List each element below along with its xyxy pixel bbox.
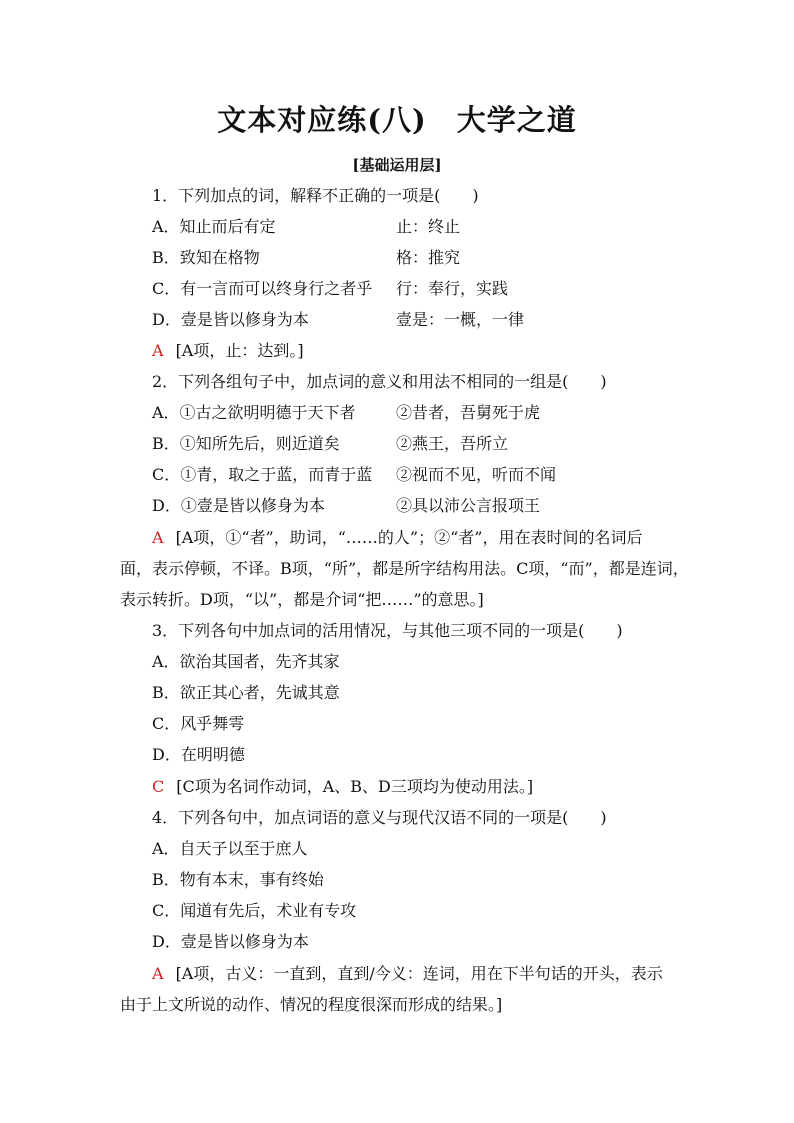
q1-answer-text: [A项，止：达到。] bbox=[175, 341, 304, 360]
q2-stem: 2．下列各组句子中，加点词的意义和用法不相同的一组是( ) bbox=[152, 372, 607, 391]
q1-gloss-c: 行：奉行，实践 bbox=[396, 279, 509, 298]
q2-pair-c: ②视而不见，听而不闻 bbox=[396, 465, 557, 484]
q3-option-b: B．欲正其心者，先诚其意 bbox=[152, 683, 340, 702]
q2-option-a: A．①古之欲明明德于天下者 bbox=[152, 403, 356, 422]
q1-stem: 1．下列加点的词，解释不正确的一项是( ) bbox=[152, 186, 479, 205]
q2-answer bbox=[152, 528, 642, 548]
q4-answer bbox=[152, 964, 663, 984]
q1-answer-letter: A bbox=[152, 341, 164, 360]
q2-option-d: D．①壹是皆以修身为本 bbox=[152, 496, 325, 515]
q3-answer-letter: C bbox=[152, 777, 165, 796]
q2-answer-line-1: [A项，①“者”，助词，“……的人”；②“者”，用在表时间的名词后 bbox=[175, 528, 643, 547]
page-title: 文本对应练(八) 大学之道 bbox=[217, 103, 577, 137]
q4-answer-line-2: 由于上文所说的动作、情况的程度很深而形成的结果。] bbox=[120, 995, 503, 1014]
q4-option-d: D．壹是皆以修身为本 bbox=[152, 932, 309, 951]
q2-pair-d: ②具以沛公言报项王 bbox=[396, 496, 541, 515]
q1-option-a: A．知止而后有定 bbox=[152, 217, 276, 236]
q4-answer-line-1: [A项，古义：一直到，直到/今义：连词，用在下半句话的开头，表示 bbox=[175, 964, 663, 983]
q1-option-d: D．壹是皆以修身为本 bbox=[152, 310, 309, 329]
q2-answer-letter: A bbox=[152, 528, 164, 547]
q3-answer bbox=[152, 777, 533, 797]
q2-answer-line-2: 面，表示停顿，不译。B项，“所”，都是所字结构用法。C项，“而”，都是连词， bbox=[120, 559, 689, 578]
q4-option-a: A．自天子以至于庶人 bbox=[152, 839, 308, 858]
q3-stem: 3．下列各句中加点词的活用情况，与其他三项不同的一项是( ) bbox=[152, 621, 623, 640]
q4-option-c: C．闻道有先后，术业有专攻 bbox=[152, 901, 357, 920]
section-label: [基础运用层] bbox=[352, 156, 442, 174]
q3-answer-text: [C项为名词作动词，A、B、D三项均为使动用法。] bbox=[176, 777, 534, 796]
q2-answer-line-3: 表示转折。D项，“以”，都是介词“把……”的意思。] bbox=[120, 590, 484, 609]
q1-gloss-a: 止：终止 bbox=[396, 217, 461, 236]
q2-pair-a: ②昔者，吾舅死于虎 bbox=[396, 403, 541, 422]
q3-option-c: C．风乎舞雩 bbox=[152, 714, 245, 733]
q4-answer-letter: A bbox=[152, 964, 164, 983]
q1-gloss-d: 壹是：一概，一律 bbox=[396, 310, 525, 329]
q1-option-c: C．有一言而可以终身行之者乎 bbox=[152, 279, 373, 298]
q3-option-a: A．欲治其国者，先齐其家 bbox=[152, 652, 340, 671]
q1-answer bbox=[152, 341, 304, 361]
q1-option-b: B．致知在格物 bbox=[152, 248, 260, 267]
q3-option-d: D．在明明德 bbox=[152, 745, 245, 764]
q2-pair-b: ②燕王，吾所立 bbox=[396, 434, 509, 453]
q1-gloss-b: 格：推究 bbox=[396, 248, 461, 267]
q4-stem: 4．下列各句中，加点词语的意义与现代汉语不同的一项是( ) bbox=[152, 808, 607, 827]
q2-option-b: B．①知所先后，则近道矣 bbox=[152, 434, 340, 453]
q2-option-c: C．①青，取之于蓝，而青于蓝 bbox=[152, 465, 373, 484]
q4-option-b: B．物有本末，事有终始 bbox=[152, 870, 324, 889]
